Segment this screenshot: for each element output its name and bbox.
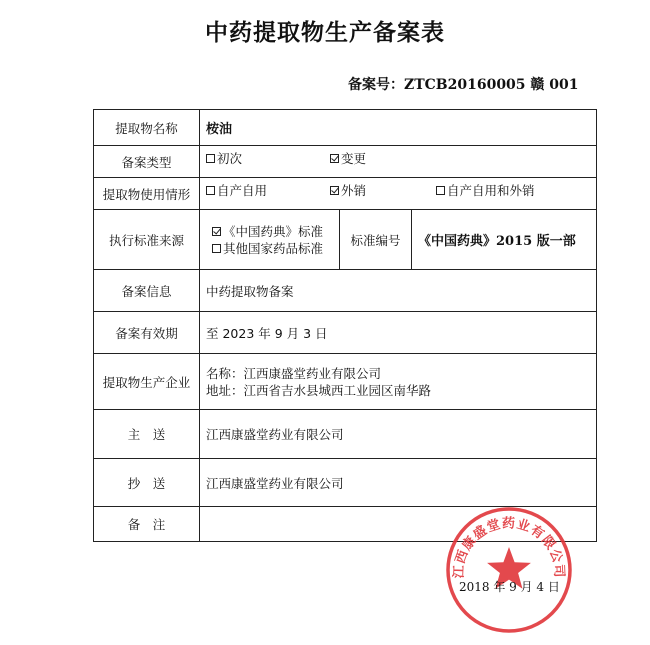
label-validity: 备案有效期 bbox=[94, 312, 200, 354]
company-seal bbox=[444, 505, 574, 635]
producer-address: 地址：江西省吉水县城西工业园区南华路 bbox=[206, 382, 432, 398]
checkbox-initial[interactable] bbox=[206, 154, 215, 163]
checkbox-change[interactable] bbox=[330, 154, 339, 163]
value-validity: 至 2023 年 9 月 3 日 bbox=[200, 312, 597, 354]
value-record-info: 中药提取物备案 bbox=[200, 270, 597, 312]
option-initial[interactable] bbox=[206, 149, 326, 167]
row-copy-send bbox=[94, 459, 597, 507]
checkbox-pharmacopoeia[interactable] bbox=[212, 227, 221, 236]
usage-options bbox=[200, 178, 597, 210]
row-extract-name bbox=[94, 110, 597, 146]
label-copy-send: 抄 送 bbox=[94, 459, 200, 507]
row-producer bbox=[94, 354, 597, 410]
checkbox-other-standard[interactable] bbox=[212, 244, 221, 253]
label-producer: 提取物生产企业 bbox=[94, 354, 200, 410]
row-validity bbox=[94, 312, 597, 354]
label-usage: 提取物使用情形 bbox=[94, 178, 200, 210]
document-title: 中药提取物生产备案表 bbox=[205, 19, 445, 46]
label-record-info: 备案信息 bbox=[94, 270, 200, 312]
option-pharmacopoeia-label: 《中国药典》标准 bbox=[223, 223, 324, 239]
option-self-use-label: 自产自用 bbox=[217, 183, 268, 198]
label-extract-name: 提取物名称 bbox=[94, 110, 200, 146]
checkbox-self-use[interactable] bbox=[206, 186, 215, 195]
option-change-label: 变更 bbox=[340, 151, 366, 166]
producer-name: 名称：江西康盛堂药业有限公司 bbox=[206, 365, 382, 381]
option-self-and-external[interactable] bbox=[436, 181, 535, 199]
label-standard: 执行标准来源 bbox=[94, 210, 200, 270]
label-standard-code: 标准编号 bbox=[340, 210, 412, 270]
option-change[interactable] bbox=[330, 149, 366, 167]
value-extract-name: 桉油 bbox=[200, 110, 597, 146]
row-main-send bbox=[94, 410, 597, 459]
row-record-info bbox=[94, 270, 597, 312]
seal-text-path: 江西康盛堂药业有限公司 bbox=[451, 516, 567, 579]
record-number: 备案号：ZTCB20160005 赣 001 bbox=[348, 77, 579, 93]
option-initial-label: 初次 bbox=[217, 151, 243, 166]
option-other-standard-label: 其他国家药品标准 bbox=[223, 240, 324, 256]
record-form-table bbox=[93, 109, 597, 542]
option-self-and-external-label: 自产自用和外销 bbox=[446, 183, 535, 198]
checkbox-external-sale[interactable] bbox=[330, 186, 339, 195]
row-standard bbox=[94, 210, 597, 270]
option-pharmacopoeia[interactable] bbox=[212, 223, 323, 240]
label-record-type: 备案类型 bbox=[94, 146, 200, 178]
seal-date: 2018 年 9 月 4 日 bbox=[459, 580, 560, 594]
option-external-sale-label: 外销 bbox=[340, 183, 366, 198]
label-main-send: 主 送 bbox=[94, 410, 200, 459]
row-record-type bbox=[94, 146, 597, 178]
standard-options bbox=[200, 210, 340, 270]
row-usage bbox=[94, 178, 597, 210]
option-external-sale[interactable] bbox=[330, 181, 432, 199]
option-self-use[interactable] bbox=[206, 181, 326, 199]
option-other-standard[interactable] bbox=[212, 240, 323, 257]
value-producer bbox=[200, 354, 597, 410]
checkbox-self-and-external[interactable] bbox=[436, 186, 445, 195]
value-main-send: 江西康盛堂药业有限公司 bbox=[200, 410, 597, 459]
value-copy-send: 江西康盛堂药业有限公司 bbox=[200, 459, 597, 507]
label-remark: 备 注 bbox=[94, 507, 200, 542]
record-type-options bbox=[200, 146, 597, 178]
value-standard-code: 《中国药典》2015 版一部 bbox=[412, 210, 597, 270]
